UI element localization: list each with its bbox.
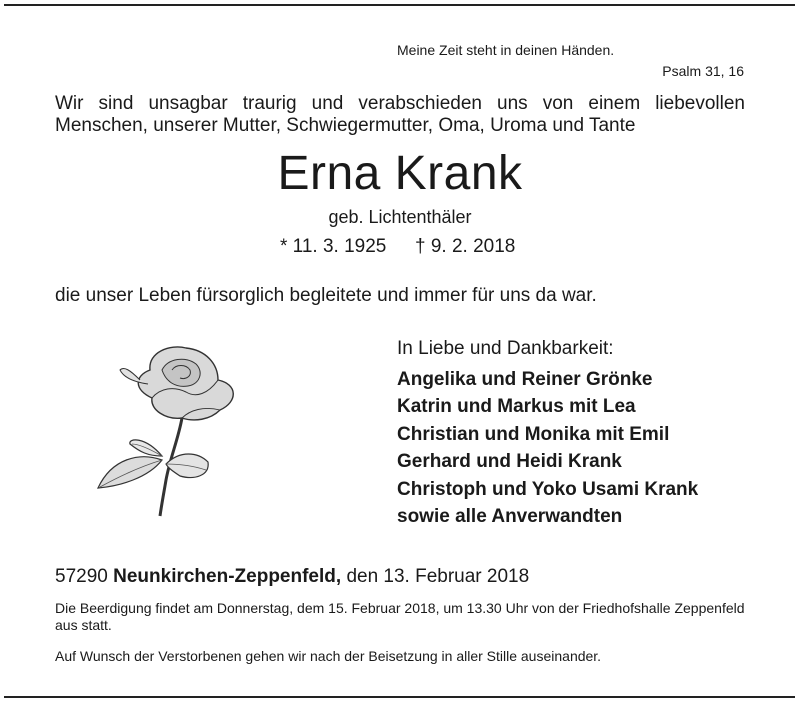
mourner-item: Katrin und Markus mit Lea	[397, 396, 636, 418]
mourners-list	[397, 366, 698, 530]
town-name: Neunkirchen-Zeppenfeld,	[113, 566, 342, 587]
motto-quote: Meine Zeit steht in deinen Händen.	[397, 42, 615, 58]
birth-date: * 11. 3. 1925	[280, 236, 387, 257]
notice-date: den 13. Februar 2018	[346, 566, 530, 587]
deceased-name: Erna Krank	[277, 147, 523, 200]
funeral-notice: Die Beerdigung findet am Donnerstag, dem 15. Februar 2018, um 13.30 Uhr von der Friedhofshalle Zeppenfeld aus statt.	[55, 600, 745, 633]
death-date: † 9. 2. 2018	[415, 236, 516, 257]
mourner-item: Gerhard und Heidi Krank	[397, 451, 622, 473]
psalm-reference: Psalm 31, 16	[662, 63, 744, 79]
wish-notice: Auf Wunsch der Verstorbenen gehen wir nach der Beisetzung in aller Stille auseinander.	[55, 648, 602, 664]
maiden-name: geb. Lichtenthäler	[328, 207, 472, 227]
mourner-item: Angelika und Reiner Grönke	[397, 369, 653, 390]
place-date-line	[55, 566, 529, 588]
postcode: 57290	[55, 566, 108, 587]
thanks-heading: In Liebe und Dankbarkeit:	[397, 338, 614, 359]
rose-icon	[90, 340, 250, 520]
closing-text: die unser Leben fürsorglich begleitete und immer für uns da war.	[55, 285, 597, 306]
mourner-item: Christian und Monika mit Emil	[397, 423, 670, 445]
mourner-item: sowie alle Anverwandten	[397, 506, 623, 528]
mourner-item: Christoph und Yoko Usami Krank	[397, 478, 699, 500]
intro-text: Wir sind unsagbar traurig und verabschieden uns von einem liebevollen Menschen, unserer Mutter, Schwiegermutter, Oma, Uroma und Tante	[55, 93, 745, 136]
